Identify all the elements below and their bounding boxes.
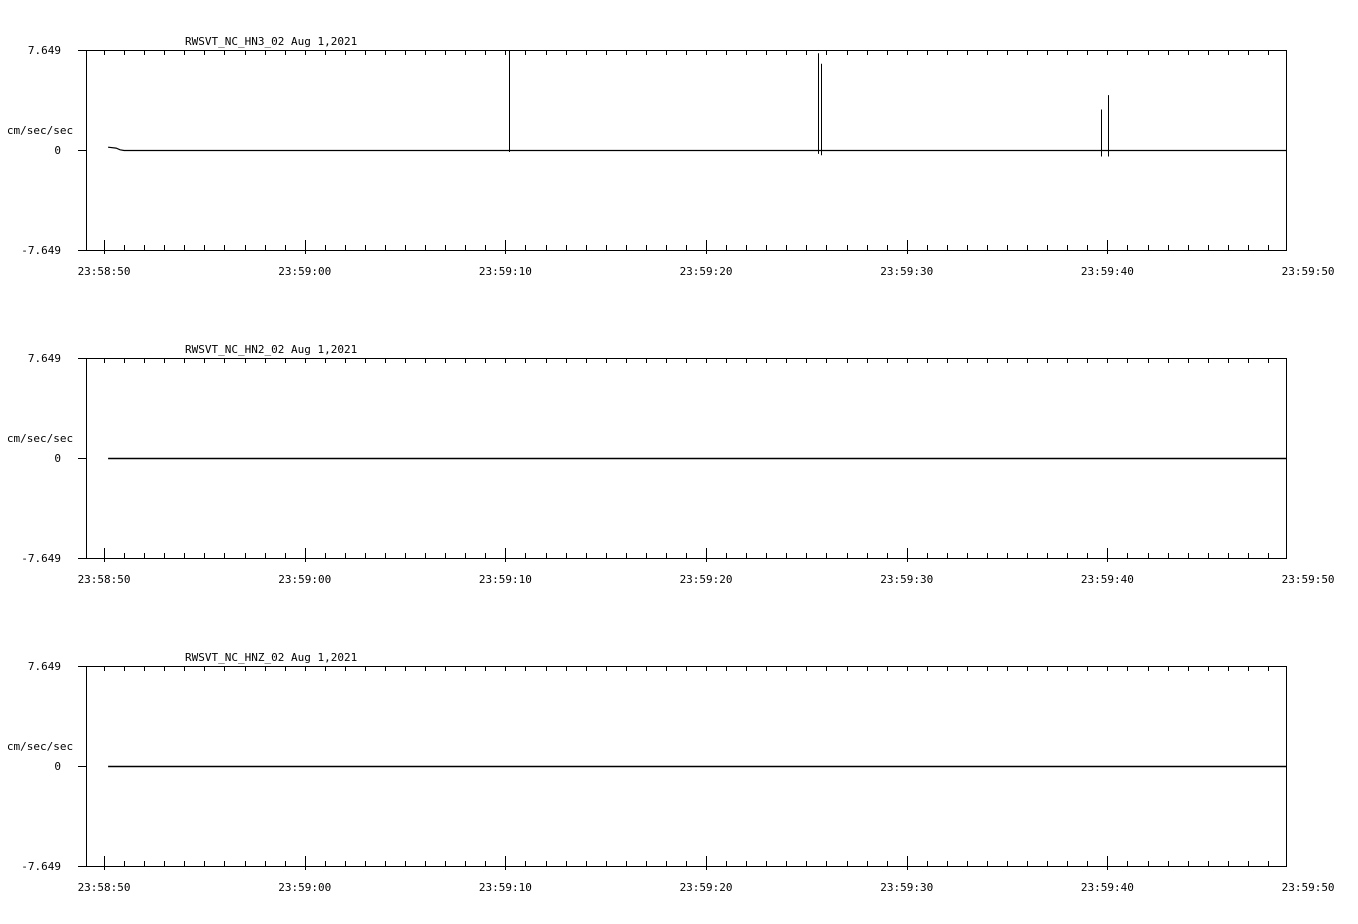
y-tick-label: -7.649 xyxy=(21,244,61,257)
panel-title: RWSVT_NC_HN3_02 Aug 1,2021 xyxy=(185,35,358,48)
y-axis-label: cm/sec/sec xyxy=(6,124,74,137)
x-tick-label: 23:59:40 xyxy=(1080,881,1134,894)
y-axis-label: cm/sec/sec xyxy=(6,740,74,753)
x-tick-label: 23:59:00 xyxy=(278,881,332,894)
y-tick-label: 7.649 xyxy=(27,44,61,57)
seismogram-panel-2 xyxy=(7,343,1358,586)
x-tick-label: 23:59:10 xyxy=(478,573,532,586)
x-tick-label: 23:59:30 xyxy=(880,881,934,894)
x-tick-label: 23:59:40 xyxy=(1080,265,1134,278)
y-tick-label: 7.649 xyxy=(27,352,61,365)
x-tick-label: 23:59:20 xyxy=(679,881,733,894)
x-tick-label: 23:59:20 xyxy=(679,573,733,586)
panel-title: RWSVT_NC_HN2_02 Aug 1,2021 xyxy=(185,343,358,356)
seismogram-panel-3 xyxy=(7,651,1358,894)
x-tick-label: 23:58:50 xyxy=(77,881,131,894)
x-tick-label: 23:59:40 xyxy=(1080,573,1134,586)
x-tick-label: 23:59:10 xyxy=(478,881,532,894)
y-tick-label: 0 xyxy=(54,760,61,773)
y-tick-label: 0 xyxy=(54,144,61,157)
y-tick-label: 7.649 xyxy=(27,660,61,673)
x-tick-label: 23:58:50 xyxy=(77,573,131,586)
x-tick-label: 23:59:20 xyxy=(679,265,733,278)
waveform-trace xyxy=(108,147,1286,150)
y-tick-label: -7.649 xyxy=(21,860,61,873)
x-tick-label: 23:59:10 xyxy=(478,265,532,278)
x-tick-label: 23:59:30 xyxy=(880,265,934,278)
y-tick-label: -7.649 xyxy=(21,552,61,565)
seismogram-panel-1 xyxy=(7,35,1358,278)
y-tick-label: 0 xyxy=(54,452,61,465)
x-tick-label: 23:59:00 xyxy=(278,265,332,278)
x-tick-label: 23:59:30 xyxy=(880,573,934,586)
y-axis-label: cm/sec/sec xyxy=(6,432,74,445)
x-tick-label: 23:59:00 xyxy=(278,573,332,586)
x-tick-label: 23:59:50 xyxy=(1281,881,1335,894)
x-tick-label: 23:59:50 xyxy=(1281,265,1335,278)
x-tick-label: 23:58:50 xyxy=(77,265,131,278)
panel-title: RWSVT_NC_HNZ_02 Aug 1,2021 xyxy=(185,651,358,664)
x-tick-label: 23:59:50 xyxy=(1281,573,1335,586)
